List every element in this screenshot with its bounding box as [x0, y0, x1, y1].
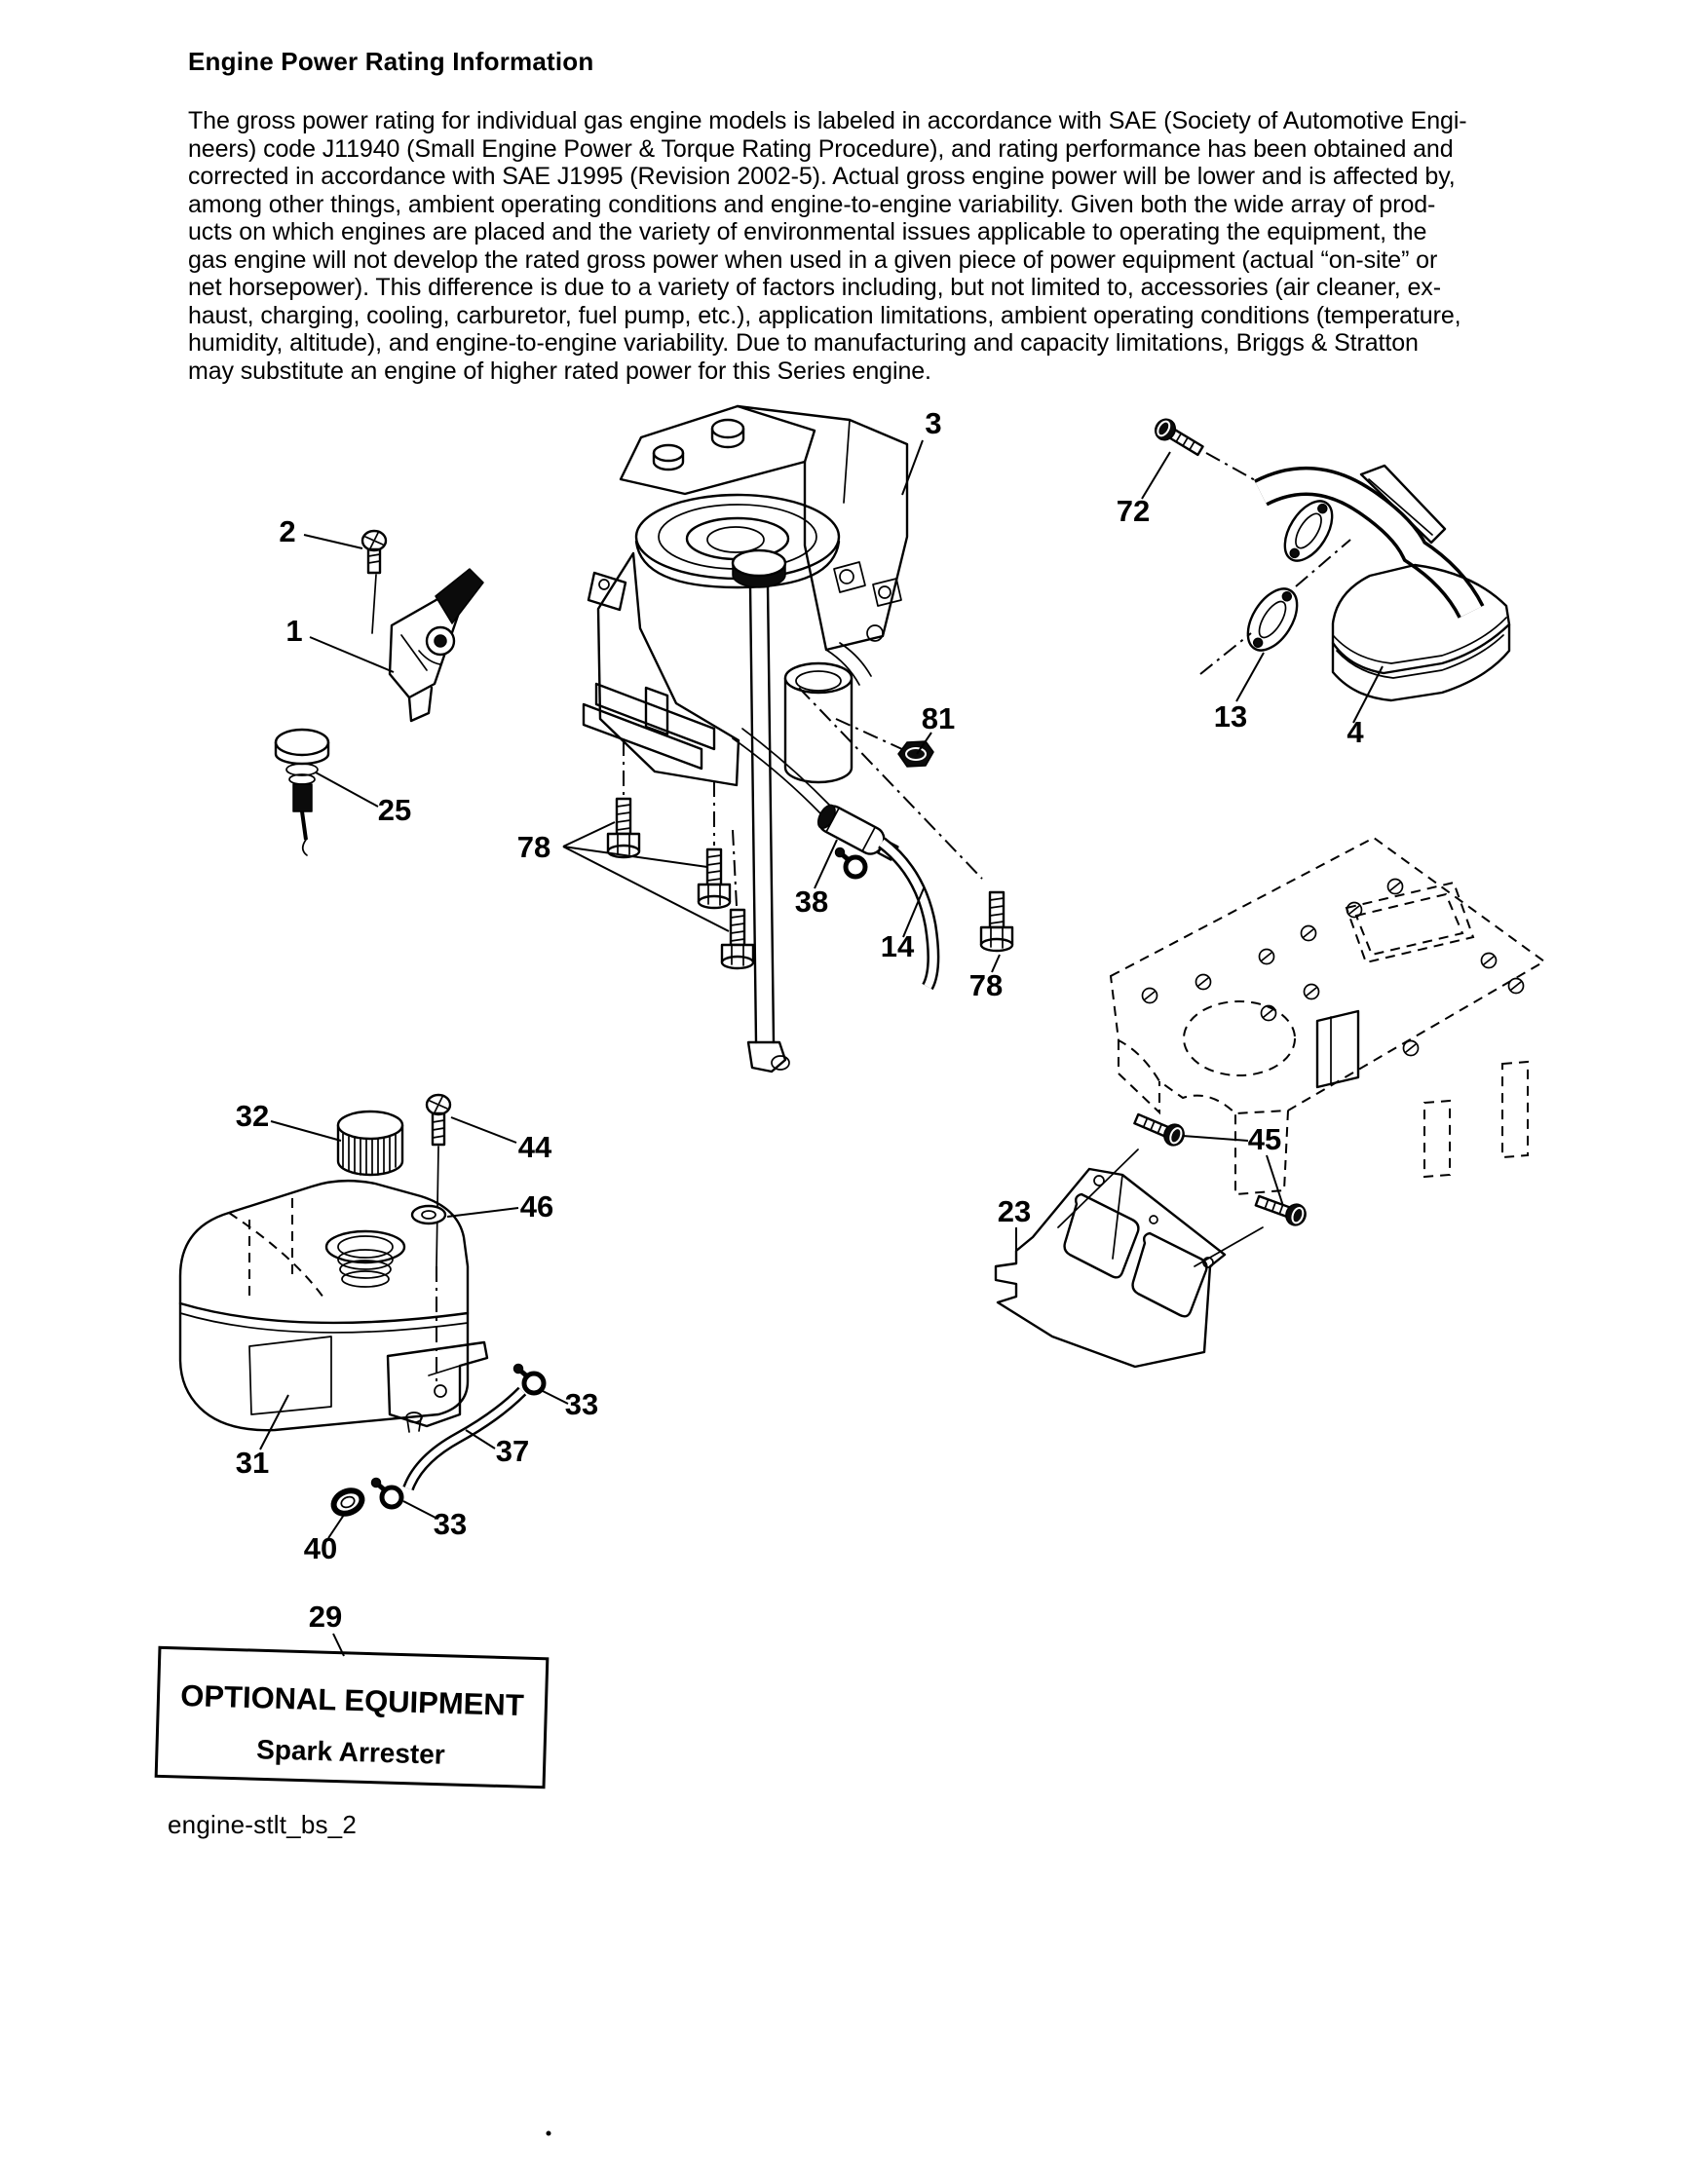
callout-14: 14 [880, 929, 915, 963]
leader-line-44 [451, 1117, 516, 1143]
callout-40: 40 [303, 1531, 338, 1565]
callout-45: 45 [1247, 1122, 1282, 1156]
clamp-38 [836, 848, 866, 878]
callout-32: 32 [235, 1099, 270, 1133]
screw-44 [427, 1095, 450, 1383]
leader-line-31 [260, 1395, 288, 1450]
callout-38: 38 [794, 885, 829, 919]
grommet-40 [330, 1487, 365, 1518]
callout-29: 29 [308, 1600, 343, 1634]
screw-45-b [1254, 1190, 1309, 1227]
paragraph-line: may substitute an engine of higher rated power for this Series engine. [188, 357, 931, 385]
paragraph-line: ucts on which engines are placed and the variety of environmental issues applicable to operating the equipment, the [188, 218, 1427, 245]
callout-72: 72 [1116, 494, 1151, 528]
callout-4: 4 [1347, 715, 1364, 749]
optional-equipment-heading: OPTIONAL EQUIPMENT [179, 1677, 525, 1723]
callout-13: 13 [1213, 699, 1248, 734]
callout-44: 44 [517, 1130, 552, 1164]
paragraph-line: humidity, altitude), and engine-to-engine variability. Due to manufacturing and capacity limitations, Briggs & Stratton [188, 329, 1419, 357]
callout-78: 78 [516, 830, 551, 864]
callout-layer [236, 406, 1383, 1656]
throttle-control-illustration [362, 531, 483, 721]
clamp-33-b [372, 1479, 402, 1508]
callout-37: 37 [495, 1434, 530, 1468]
leader-line-2 [304, 535, 362, 548]
leader-line-33 [403, 1501, 437, 1519]
page-title: Engine Power Rating Information [188, 47, 594, 76]
fuel-cap [338, 1111, 402, 1175]
choke-cable-illustration [276, 730, 328, 855]
paragraph-line: gas engine will not develop the rated gross power when used in a given piece of power equipment (actual “on-site” or [188, 245, 1438, 274]
optional-equipment-subheading: Spark Arrester [255, 1734, 446, 1770]
bolt-78-a [608, 799, 639, 857]
bolt-72 [1152, 415, 1206, 460]
leader-line-37 [466, 1430, 495, 1449]
leader-line-3 [902, 440, 923, 495]
optional-equipment-box [156, 1647, 548, 1787]
leader-line-1 [310, 637, 394, 672]
screw-45-a [1132, 1109, 1187, 1148]
bolt-78-d [981, 892, 1012, 951]
leader-line-13 [1236, 653, 1264, 701]
leader-line-25 [316, 772, 378, 807]
paragraph-line: net horsepower). This difference is due to a variety of factors including, but not limited to, accessories (air cleaner, ex- [188, 274, 1441, 301]
nut-81 [898, 741, 933, 767]
footer-code: engine-stlt_bs_2 [168, 1810, 357, 1839]
washer-46 [412, 1206, 445, 1224]
paragraph-line: The gross power rating for individual gas engine models is labeled in accordance with SAE (Society of Automotive Engi- [188, 107, 1467, 134]
callout-25: 25 [377, 793, 412, 827]
callout-23: 23 [997, 1194, 1032, 1228]
page-mark [547, 2131, 551, 2136]
callout-33: 33 [433, 1507, 468, 1541]
callout-1: 1 [285, 614, 303, 648]
callout-81: 81 [921, 701, 956, 735]
callout-3: 3 [925, 406, 942, 440]
muffler-illustration [1152, 415, 1509, 700]
paragraph-line: corrected in accordance with SAE J1995 (Revision 2002-5). Actual gross engine power will be lower and is affected by, [188, 163, 1456, 190]
gasket-flange [1275, 493, 1342, 569]
leader-line-45 [1183, 1136, 1248, 1141]
paragraph-line: neers) code J11940 (Small Engine Power & Torque Rating Procedure), and rating performance has been obtained and [188, 134, 1454, 163]
leader-line-45 [1267, 1155, 1283, 1206]
bolt-78-b [699, 849, 730, 908]
leader-line-72 [1142, 452, 1170, 499]
leader-line-38 [815, 840, 837, 888]
callout-46: 46 [519, 1189, 554, 1224]
callout-78: 78 [968, 968, 1004, 1002]
callout-2: 2 [279, 514, 296, 548]
bolt-78-c [722, 910, 753, 968]
callout-33: 33 [564, 1387, 599, 1421]
fuel-tank-illustration [180, 1095, 487, 1432]
leader-line-46 [447, 1208, 518, 1217]
leader-line-33 [539, 1389, 568, 1404]
engine-illustration [584, 406, 907, 1072]
callout-31: 31 [235, 1446, 270, 1480]
gasket-13 [1237, 581, 1307, 659]
leader-line-32 [271, 1121, 341, 1141]
paragraph-line: haust, charging, cooling, carburetor, fuel pump, etc.), application limitations, ambient operating conditions (temperature, [188, 301, 1461, 329]
paragraph-line: among other things, ambient operating conditions and engine-to-engine variability. Given both the wide array of prod- [188, 190, 1436, 218]
